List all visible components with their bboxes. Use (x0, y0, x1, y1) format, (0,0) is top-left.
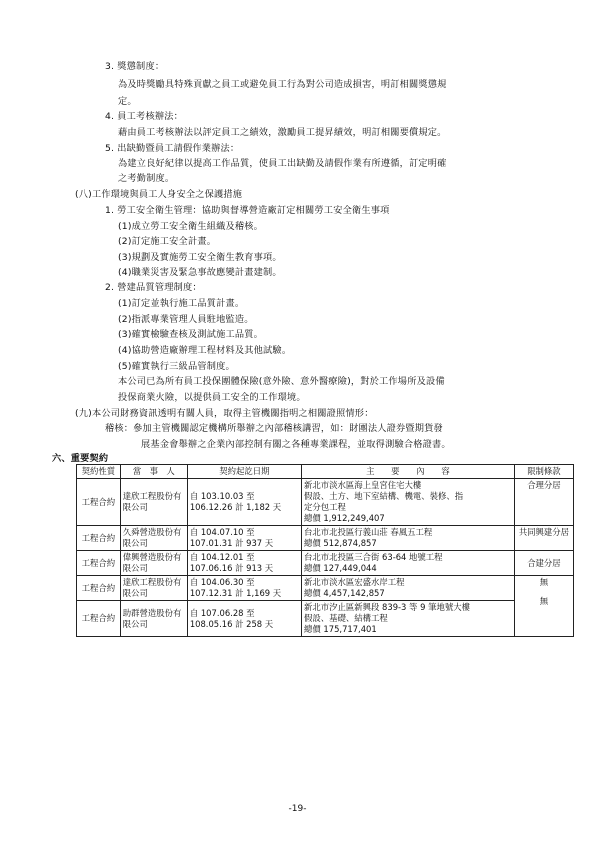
contract-limit: 合理分居 (514, 479, 573, 526)
section-6-title: 六、重要契約 (52, 453, 109, 464)
contract-content (302, 526, 515, 551)
section-8-sub2-title: 2. 營建品質管理制度： (105, 282, 202, 293)
contract-dates: 自 107.06.28 至 108.05.16 計 258 天 (187, 601, 301, 637)
section-8-sub2-item: (4)協助營造廠辦理工程材料及其他試驗。 (118, 345, 292, 356)
contract-limit: 合建分居 (514, 551, 573, 576)
section-8-sub1-item: (4)職業災害及緊急事故應變計畫建制。 (118, 267, 282, 278)
contract-dates: 自 103.10.03 至 106.12.26 計 1,182 天 (187, 479, 301, 526)
content-line: 假設、基礎、結構工程 (304, 613, 388, 623)
content-line: 台北市北投區三合街 63-64 地號工程 (304, 552, 443, 562)
table-row (77, 526, 574, 551)
limit-value: 無 (539, 577, 549, 587)
section-8-sub2-item: (2)指派專業管理人員駐地監造。 (118, 314, 254, 325)
content-line: 總價 175,717,401 (304, 624, 377, 634)
insurance-line2: 投保商業火險，以提供員工安全的工作環境。 (118, 392, 306, 403)
content-line: 定分包工程 (304, 502, 346, 512)
contract-party: 達欣工程股份有限公司 (120, 576, 187, 601)
item-4-body: 藉由員工考核辦法以評定員工之績效，激勵員工提昇績效，明訂相關要償規定。 (118, 127, 447, 138)
content-line: 總價 1,912,249,407 (304, 513, 385, 523)
item-5-title: 5. 出缺勤暨員工請假作業辦法： (105, 143, 240, 154)
contract-type: 工程合約 (77, 576, 121, 601)
section-8-sub2-item: (1)訂定並執行施工品質計畫。 (118, 298, 245, 309)
contract-type: 工程合約 (77, 526, 121, 551)
section-8-sub2-item: (5)確實執行三級品管制度。 (118, 361, 235, 372)
contract-party: 助群營造股份有限公司 (120, 601, 187, 637)
header-cell: 主 要 內 容 (302, 465, 515, 479)
contract-party: 久舜營造股份有限公司 (120, 526, 187, 551)
content-line: 新北市汐止區新興段 839-3 等 9 筆地號大樓 (304, 602, 470, 612)
contract-content (302, 601, 515, 637)
contract-type: 工程合約 (77, 601, 121, 637)
contract-dates: 自 104.06.30 至 107.12.31 計 1,169 天 (187, 576, 301, 601)
content-line: 新北市淡水區海上皇宮住宅大樓 (304, 480, 422, 490)
item-5-body-line1: 為建立良好紀律以提高工作品質，使員工出缺勤及請假作業有所遵循，訂定明確 (118, 158, 447, 169)
item-3-title: 3. 獎懲制度： (105, 61, 165, 72)
content-line: 總價 127,449,044 (304, 563, 377, 573)
header-cell: 契約起訖日期 (187, 465, 301, 479)
section-8-sub2-item: (3)確實檢驗查核及測試施工品質。 (118, 329, 264, 340)
section-9-title: (九)本公司財務資訊透明有關人員，取得主管機關指明之相關證照情形： (75, 408, 374, 419)
content-line: 總價 512,874,857 (304, 538, 377, 548)
content-line: 總價 4,457,142,857 (304, 588, 385, 598)
item-5-body-line2: 之考勤制度。 (118, 173, 175, 184)
contract-content (302, 576, 515, 601)
page-number: -19- (288, 804, 307, 814)
section-8-sub1-item: (1)成立勞工安全衛生組織及稽核。 (118, 221, 264, 232)
section-9-body-line2: 展基金會舉辦之企業內部控制有關之各種專業課程，並取得測驗合格證書。 (141, 439, 451, 450)
table-row (77, 479, 574, 526)
content-line: 假設、土方、地下室結構、機電、裝修、指 (304, 491, 464, 501)
table-row (77, 601, 574, 637)
section-8-sub1-title: 1. 勞工安全衛生管理：協助與督導營造廠訂定相關勞工安全衛生事項 (105, 205, 390, 216)
table-row (77, 551, 574, 576)
contract-dates: 自 104.12.01 至 107.06.16 計 913 天 (187, 551, 301, 576)
header-cell: 契約性質 (77, 465, 121, 479)
limit-value: 無 (539, 596, 549, 606)
content-line: 新北市淡水區宏盛水岸工程 (304, 577, 405, 587)
header-cell: 當 事 人 (120, 465, 187, 479)
item-3-body-line1: 為及時獎勵具特殊貢獻之員工或避免員工行為對公司造成損害，明訂相關獎懲規 (118, 79, 447, 90)
content-line: 台北市北投區行義山莊 春風五工程 (304, 527, 433, 537)
table-header-row (77, 465, 574, 479)
contracts-table (76, 464, 574, 637)
contract-limit-merged (514, 576, 573, 637)
section-8-sub1-item: (2)訂定施工安全計畫。 (118, 236, 217, 247)
contract-dates: 自 104.07.10 至 107.01.31 計 937 天 (187, 526, 301, 551)
section-8-sub1-item: (3)規劃及實施勞工安全衛生教育事項。 (118, 252, 282, 263)
contract-type: 工程合約 (77, 479, 121, 526)
contract-content (302, 479, 515, 526)
insurance-line1: 本公司已為所有員工投保團體保險(意外險、意外醫療險)，對於工作場所及設備 (118, 376, 445, 387)
section-8-title: (八)工作環境與員工人身安全之保護措施 (75, 189, 243, 200)
section-9-body-line1: 稽核：參加主管機關認定機構所舉辦之內部稽核講習，如：財團法人證券暨期貨發 (105, 423, 443, 434)
contract-content (302, 551, 515, 576)
header-cell: 限制條款 (514, 465, 573, 479)
table-row (77, 576, 574, 601)
contract-party: 達欣工程股份有限公司 (120, 479, 187, 526)
item-3-body-line2: 定。 (118, 96, 137, 107)
contract-limit: 共同興建分居 (514, 526, 573, 551)
contract-party: 偉興營造股份有限公司 (120, 551, 187, 576)
item-4-title: 4. 員工考核辦法： (105, 111, 183, 122)
contract-type: 工程合約 (77, 551, 121, 576)
